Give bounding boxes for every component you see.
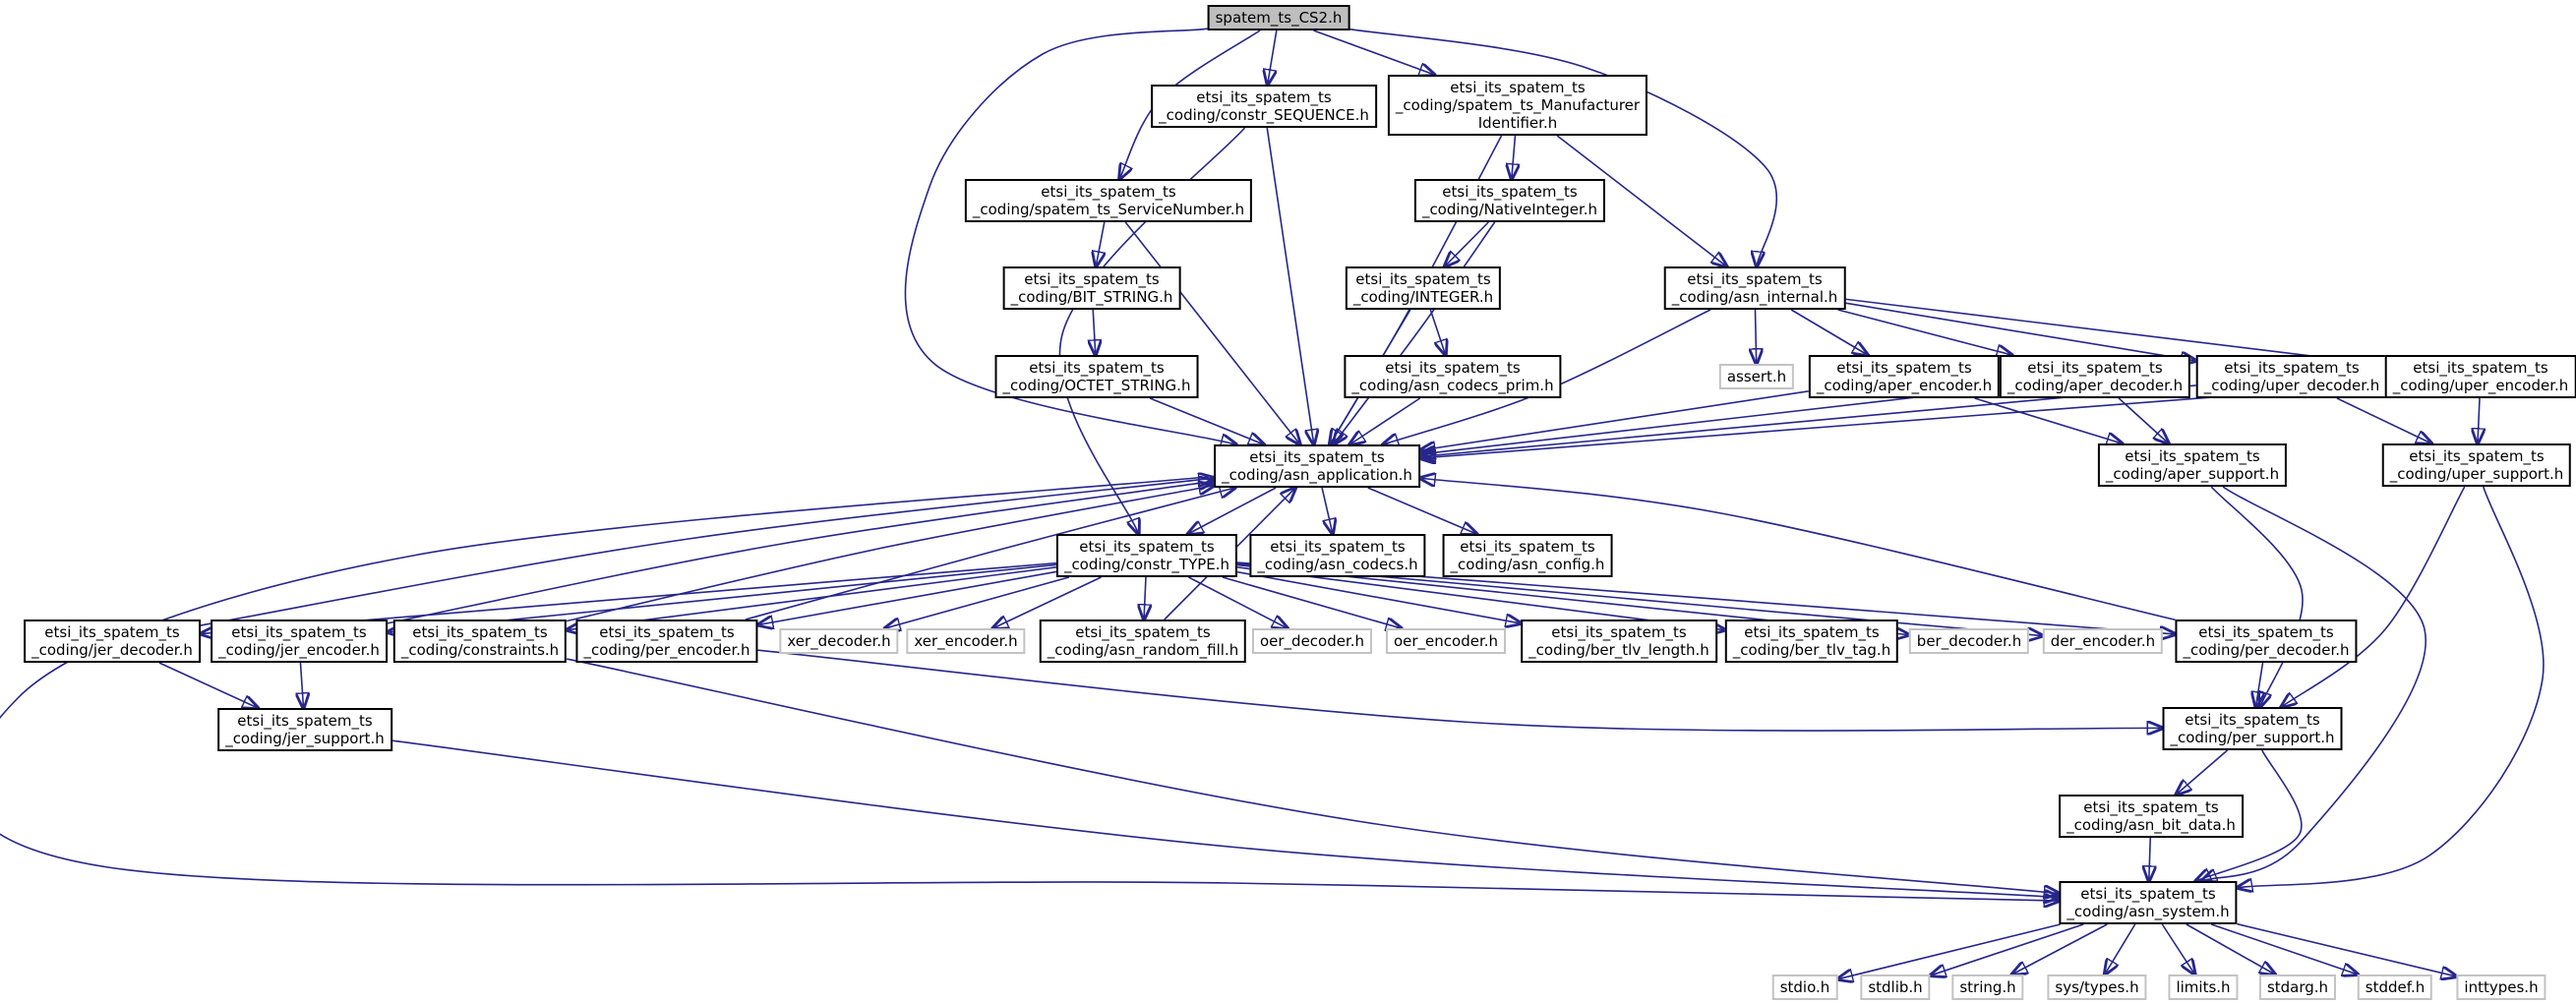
graph-node-cs2 xyxy=(1208,5,1350,30)
graph-node-der_encoder xyxy=(2043,628,2163,654)
include-edge-asn_application-constr_type xyxy=(1188,488,1276,534)
graph-node-label: _coding/NativeInteger.h xyxy=(1421,201,1598,218)
graph-node-per_support[interactable] xyxy=(2163,707,2343,750)
include-edge-integer-asn_codecs_prim xyxy=(1430,310,1445,355)
graph-node-label: etsi_its_spatem_ts xyxy=(1551,623,1687,641)
include-edge-uper_decoder-uper_support xyxy=(2337,398,2431,443)
graph-node-svc_num[interactable] xyxy=(965,179,1252,222)
graph-node-label: Identifier.h xyxy=(1477,114,1558,132)
graph-node-asn_random_fill[interactable] xyxy=(1040,620,1246,663)
graph-node-label: _coding/asn_bit_data.h xyxy=(2067,816,2236,834)
include-edge-uper_support-per_support xyxy=(2281,487,2464,707)
include-edge-jer_support-asn_system xyxy=(392,740,2060,897)
include-edge-jer_encoder-jer_support xyxy=(300,663,303,708)
graph-node-label: _coding/aper_support.h xyxy=(2105,465,2280,483)
include-edge-asn_internal-aper_encoder xyxy=(1791,310,1868,355)
include-edge-jer_decoder-jer_support xyxy=(159,663,258,708)
graph-node-label: assert.h xyxy=(1726,368,1787,385)
graph-node-label: etsi_its_spatem_ts xyxy=(1041,183,1176,201)
graph-node-label: etsi_its_spatem_ts xyxy=(231,623,367,641)
graph-node-asn_config[interactable] xyxy=(1443,534,1613,577)
include-edge-asn_system-stdio xyxy=(1837,924,2060,979)
graph-node-label: _coding/asn_random_fill.h xyxy=(1047,641,1239,659)
graph-node-label: _coding/OCTET_STRING.h xyxy=(1002,377,1191,394)
graph-node-octet_string[interactable] xyxy=(995,355,1199,398)
graph-node-native_int[interactable] xyxy=(1414,179,1605,222)
graph-node-label: stddef.h xyxy=(2365,978,2426,996)
graph-node-label: etsi_its_spatem_ts xyxy=(2185,711,2320,729)
include-edge-asn_application-asn_codecs xyxy=(1322,488,1333,534)
include-edge-native_int-integer xyxy=(1445,222,1488,266)
graph-node-xer_encoder xyxy=(906,628,1025,654)
graph-node-label: etsi_its_spatem_ts xyxy=(1075,623,1211,641)
graph-node-limits_h xyxy=(2168,974,2238,1000)
include-edge-per_decoder-per_support xyxy=(2255,663,2262,707)
include-edge-asn_bit_data-asn_system xyxy=(2149,838,2151,881)
graph-node-label: _coding/jer_support.h xyxy=(225,730,385,747)
graph-node-uper_support[interactable] xyxy=(2382,443,2571,487)
graph-node-label: etsi_its_spatem_ts xyxy=(1196,88,1332,106)
graph-node-label: stdarg.h xyxy=(2266,978,2329,996)
graph-node-label: _coding/spatem_ts_ServiceNumber.h xyxy=(972,201,1245,218)
graph-node-label: etsi_its_spatem_ts xyxy=(2083,798,2219,816)
graph-node-label: etsi_its_spatem_ts xyxy=(1024,270,1160,288)
graph-node-label: xer_decoder.h xyxy=(787,632,891,650)
graph-node-label: etsi_its_spatem_ts xyxy=(1836,359,1972,377)
graph-node-uper_encoder[interactable] xyxy=(2385,355,2576,398)
graph-node-label: etsi_its_spatem_ts xyxy=(1442,183,1578,201)
include-edge-manuf_id-native_int xyxy=(1512,136,1516,179)
graph-node-label: string.h xyxy=(1959,978,2016,996)
graph-node-xer_decoder xyxy=(779,628,898,654)
graph-node-uper_decoder[interactable] xyxy=(2196,355,2388,398)
include-edge-asn_internal-uper_decoder xyxy=(1845,303,2195,361)
graph-node-per_decoder[interactable] xyxy=(2175,620,2357,663)
include-edge-aper_support-per_support xyxy=(2211,487,2303,707)
graph-node-label: stdio.h xyxy=(1779,978,1830,996)
include-edge-asn_internal-assert_h xyxy=(1755,310,1756,364)
include-edge-constr_type-asn_random_fill xyxy=(1144,577,1146,620)
include-edge-cs2-asn_internal xyxy=(1349,30,1776,266)
graph-node-label: etsi_its_spatem_ts xyxy=(2080,885,2216,903)
graph-node-label: etsi_its_spatem_ts xyxy=(1079,538,1215,556)
graph-node-constraints[interactable] xyxy=(393,620,567,663)
graph-node-asn_system[interactable] xyxy=(2059,881,2237,924)
graph-node-asn_codecs_prim[interactable] xyxy=(1344,355,1561,398)
include-edge-asn_system-stddef xyxy=(2211,924,2358,974)
graph-node-label: etsi_its_spatem_ts xyxy=(2027,359,2163,377)
graph-node-label: etsi_its_spatem_ts xyxy=(599,623,735,641)
graph-node-stdarg xyxy=(2259,974,2336,1000)
graph-node-label: etsi_its_spatem_ts xyxy=(2224,359,2360,377)
graph-node-label: etsi_its_spatem_ts xyxy=(412,623,548,641)
graph-node-label: _coding/per_decoder.h xyxy=(2183,641,2350,659)
graph-node-label: _coding/jer_encoder.h xyxy=(218,641,380,659)
graph-node-label: _coding/asn_codecs.h xyxy=(1257,556,1418,573)
graph-node-label: _coding/BIT_STRING.h xyxy=(1010,288,1173,306)
graph-node-label: etsi_its_spatem_ts xyxy=(1450,79,1586,96)
graph-node-string_h xyxy=(1951,974,2023,1000)
include-edge-cs2-constr_seq xyxy=(1268,30,1277,85)
graph-node-aper_encoder[interactable] xyxy=(1809,355,2000,398)
graph-node-manuf_id[interactable] xyxy=(1388,75,1647,136)
graph-node-constr_type[interactable] xyxy=(1056,534,1237,577)
graph-node-aper_support[interactable] xyxy=(2098,443,2287,487)
graph-node-jer_encoder[interactable] xyxy=(210,620,388,663)
graph-node-label: _coding/asn_codecs_prim.h xyxy=(1351,377,1554,394)
graph-node-label: _coding/INTEGER.h xyxy=(1352,288,1494,306)
graph-node-label: etsi_its_spatem_ts xyxy=(1249,448,1385,466)
graph-node-jer_decoder[interactable] xyxy=(24,620,201,663)
graph-node-label: _coding/ber_tlv_length.h xyxy=(1528,641,1709,659)
graph-node-label: _coding/uper_support.h xyxy=(2389,465,2564,483)
include-edge-asn_system-stdarg xyxy=(2187,924,2275,974)
graph-node-asn_bit_data[interactable] xyxy=(2059,795,2244,838)
graph-node-ber_tlv_tag[interactable] xyxy=(1725,620,1898,663)
graph-node-label: etsi_its_spatem_ts xyxy=(1385,359,1521,377)
include-edge-asn_system-sys_types xyxy=(2105,924,2135,974)
include-edge-per_encoder-per_support xyxy=(758,650,2163,731)
graph-node-inttypes xyxy=(2456,974,2546,1000)
graph-node-sys_types xyxy=(2047,974,2146,1000)
graph-node-label: _coding/aper_decoder.h xyxy=(2007,377,2184,394)
graph-node-oer_encoder xyxy=(1386,628,1506,654)
graph-node-bit_string[interactable] xyxy=(1003,266,1181,310)
include-edge-native_int-asn_application xyxy=(1334,222,1495,444)
graph-node-stddef xyxy=(2358,974,2432,1000)
graph-node-label: ber_decoder.h xyxy=(1916,632,2022,650)
include-edge-constr_seq-asn_application xyxy=(1267,128,1314,444)
include-edge-svc_num-asn_application xyxy=(1125,222,1299,444)
graph-node-jer_support[interactable] xyxy=(217,708,392,751)
graph-node-label: etsi_its_spatem_ts xyxy=(2125,447,2260,465)
graph-node-label: etsi_its_spatem_ts xyxy=(1355,270,1491,288)
graph-node-label: _coding/per_encoder.h xyxy=(583,641,750,659)
graph-node-asn_internal[interactable] xyxy=(1664,266,1846,310)
graph-node-label: oer_decoder.h xyxy=(1259,632,1365,650)
include-edge-asn_codecs_prim-asn_application xyxy=(1349,398,1419,444)
include-edge-asn_system-inttypes xyxy=(2238,924,2457,976)
graph-node-label: etsi_its_spatem_ts xyxy=(2409,447,2545,465)
graph-node-label: spatem_ts_CS2.h xyxy=(1215,9,1343,27)
graph-node-label: sys/types.h xyxy=(2055,978,2139,996)
include-edge-asn_application-asn_config xyxy=(1368,488,1477,534)
graph-node-asn_codecs[interactable] xyxy=(1249,534,1425,577)
graph-node-integer[interactable] xyxy=(1346,266,1501,310)
graph-node-label: etsi_its_spatem_ts xyxy=(2198,623,2334,641)
include-edge-svc_num-bit_string xyxy=(1096,222,1105,266)
graph-node-label: _coding/per_support.h xyxy=(2170,729,2335,746)
graph-node-label: _coding/uper_decoder.h xyxy=(2203,377,2380,394)
graph-node-label: etsi_its_spatem_ts xyxy=(237,712,373,730)
graph-node-ber_decoder xyxy=(1909,628,2029,654)
include-edge-aper_decoder-aper_support xyxy=(2119,398,2169,443)
graph-node-label: _coding/asn_internal.h xyxy=(1671,288,1838,306)
graph-node-label: _coding/uper_encoder.h xyxy=(2392,377,2569,394)
include-edge-aper_encoder-asn_application xyxy=(1420,391,1809,450)
graph-node-label: etsi_its_spatem_ts xyxy=(1270,538,1406,556)
graph-node-oer_decoder xyxy=(1252,628,1372,654)
graph-node-label: _coding/asn_system.h xyxy=(2067,903,2230,920)
include-edge-aper_encoder-aper_support xyxy=(1975,398,2123,443)
graph-node-ber_tlv_length[interactable] xyxy=(1521,620,1717,663)
graph-node-label: oer_encoder.h xyxy=(1393,632,1499,650)
graph-node-label: etsi_its_spatem_ts xyxy=(44,623,180,641)
graph-node-label: etsi_its_spatem_ts xyxy=(1029,359,1165,377)
graph-node-label: _coding/constr_TYPE.h xyxy=(1063,556,1230,573)
graph-node-stdio xyxy=(1772,974,1838,1000)
graph-node-label: etsi_its_spatem_ts xyxy=(2413,359,2548,377)
include-edge-per_support-asn_bit_data xyxy=(2176,750,2227,795)
graph-node-label: limits.h xyxy=(2176,978,2231,996)
include-edge-constraints-asn_system xyxy=(567,659,2059,894)
graph-node-label: _coding/asn_config.h xyxy=(1450,556,1605,573)
graph-node-label: _coding/constr_SEQUENCE.h xyxy=(1159,106,1369,124)
graph-node-label: etsi_its_spatem_ts xyxy=(1460,538,1595,556)
graph-node-asn_application[interactable] xyxy=(1214,444,1420,488)
graph-node-per_encoder[interactable] xyxy=(575,620,757,663)
graph-node-label: _coding/aper_encoder.h xyxy=(1816,377,1993,394)
include-edge-uper_support-asn_system xyxy=(2238,487,2544,888)
graph-node-label: etsi_its_spatem_ts xyxy=(1744,623,1880,641)
graph-node-constr_seq[interactable] xyxy=(1151,85,1377,128)
graph-node-aper_decoder[interactable] xyxy=(2000,355,2190,398)
graph-node-stdlib xyxy=(1860,974,1930,1000)
graph-node-label: _coding/ber_tlv_tag.h xyxy=(1732,641,1891,659)
graph-node-label: inttypes.h xyxy=(2464,978,2539,996)
include-edge-asn_system-limits_h xyxy=(2162,924,2194,974)
graph-node-label: _coding/jer_decoder.h xyxy=(31,641,193,659)
include-edge-uper_encoder-uper_support xyxy=(2478,398,2480,443)
graph-node-label: _coding/spatem_ts_Manufacturer xyxy=(1395,96,1641,114)
graph-node-label: xer_encoder.h xyxy=(914,632,1018,650)
graph-node-assert_h xyxy=(1719,364,1794,389)
include-edge-bit_string-octet_string xyxy=(1093,310,1096,355)
graph-node-label: stdlib.h xyxy=(1868,978,1923,996)
graph-node-label: der_encoder.h xyxy=(2050,632,2156,650)
graph-node-label: etsi_its_spatem_ts xyxy=(1687,270,1823,288)
graph-node-label: _coding/constraints.h xyxy=(400,641,560,659)
graph-node-label: _coding/asn_application.h xyxy=(1222,466,1412,484)
include-edge-asn_application-asn_system xyxy=(0,476,2059,901)
